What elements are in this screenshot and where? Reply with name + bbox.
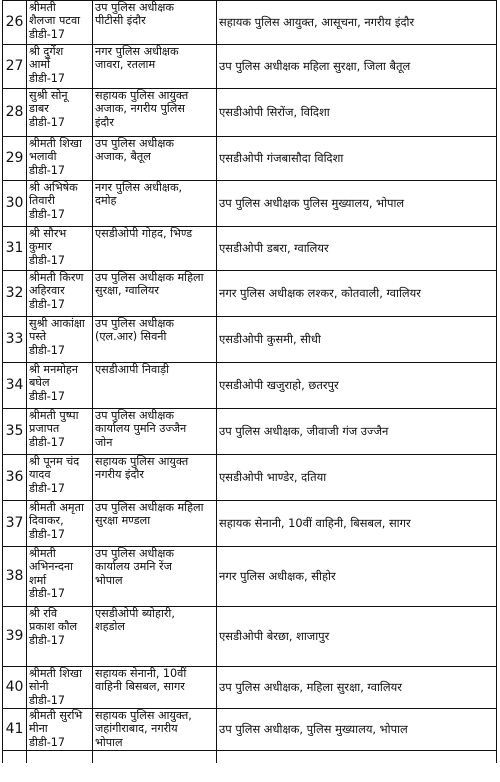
officer-name-line: श्रीमती शिखा	[29, 137, 82, 150]
officer-name-cell	[27, 667, 93, 709]
officer-name-line: सुश्री आकांक्षा	[29, 317, 85, 330]
serial-number-cell: 28	[3, 89, 27, 137]
officer-name-cell	[27, 317, 93, 363]
table-row	[3, 45, 497, 89]
current-posting-line: जहांगीराबाद, नगरीय	[95, 722, 178, 736]
officer-name-cell	[27, 363, 93, 409]
officer-name-line: डीडी-17	[29, 481, 66, 495]
current-posting-line: नगर पुलिस अधीक्षक	[95, 45, 179, 58]
current-posting-cell	[93, 547, 217, 607]
table-row	[3, 501, 497, 547]
transfer-table-body	[3, 1, 497, 763]
current-posting-line: कार्यालय उमनि रेंज	[95, 560, 172, 574]
current-posting-line: एसडीओपी गोहद, भिण्ड	[95, 227, 193, 240]
current-posting-line: दमोह	[95, 194, 117, 208]
current-posting-line: जोन	[95, 435, 113, 449]
current-posting-line: उप पुलिस अधीक्षक	[95, 137, 174, 150]
current-posting-line: सुरक्षा, ग्वालियर	[95, 284, 159, 298]
officer-name-line: तिवारी	[29, 194, 55, 208]
current-posting-cell	[93, 363, 217, 409]
officer-name-line: मीना	[29, 722, 48, 736]
new-posting-cell: उप पुलिस अधीक्षक, पुलिस मुख्यालय, भोपाल	[217, 709, 497, 751]
officer-name-line: डीडी-17	[29, 253, 66, 267]
officer-name-line: कुमार	[29, 240, 52, 254]
current-posting-line: सहायक पुलिस आयुक्त	[95, 455, 189, 468]
officer-name-cell	[27, 89, 93, 137]
new-posting-cell: एसडीओपी सिरोंज, विदिशा	[217, 89, 497, 137]
officer-name-line: सुश्री सोनू	[29, 89, 68, 102]
officer-name-line: अभिनन्दना	[29, 560, 74, 574]
current-posting-cell	[93, 181, 217, 227]
current-posting-line: शहडोल	[95, 620, 126, 634]
current-posting-line: वाहिनी बिसबल, सागर	[95, 680, 185, 694]
serial-number-cell: 37	[3, 501, 27, 547]
officer-name-line: डीडी-17	[29, 71, 66, 85]
officer-name-line: डीडी-17	[29, 389, 66, 403]
officer-name-line: डीडी-17	[29, 343, 66, 357]
officer-name-line: भलावी	[29, 150, 57, 164]
officer-name-line: श्री मनमोहन	[29, 363, 79, 376]
serial-number-cell: 26	[3, 1, 27, 45]
table-row	[3, 317, 497, 363]
new-posting-cell: एसडीओपी खजुराहो, छतरपुर	[217, 363, 497, 409]
officer-name-line: सोनी	[29, 680, 49, 694]
officer-name-cell	[27, 709, 93, 751]
serial-number-cell: 39	[3, 607, 27, 667]
new-posting-cell: उप पुलिस अधीक्षक महिला सुरक्षा, जिला बैतूल	[217, 45, 497, 89]
serial-number-cell: 38	[3, 547, 27, 607]
current-posting-line: नगर पुलिस अधीक्षक,	[95, 181, 183, 194]
table-row	[3, 409, 497, 455]
serial-number-cell: 33	[3, 317, 27, 363]
current-posting-line: उप पुलिस अधीक्षक	[95, 409, 174, 422]
officer-name-line: प्रकाश कौल	[29, 620, 78, 634]
current-posting-line: इंदौर	[95, 115, 114, 129]
current-posting-line: उप पुलिस अधीक्षक	[95, 547, 174, 560]
officer-name-cell	[27, 501, 93, 547]
current-posting-cell	[93, 89, 217, 137]
officer-name-line: प्रजापत	[29, 422, 60, 436]
serial-number-cell: 36	[3, 455, 27, 501]
officer-name-line: श्री पूनम चंद	[29, 455, 80, 468]
table-row	[3, 181, 497, 227]
officer-name-line: डीडी-17	[29, 693, 66, 707]
table-row	[3, 455, 497, 501]
table-row	[3, 363, 497, 409]
table-row	[3, 607, 497, 667]
cut-off-cell	[3, 751, 27, 763]
current-posting-cell	[93, 137, 217, 181]
officer-name-line: श्रीमती अमृता	[29, 501, 84, 514]
current-posting-line: उप पुलिस अधीक्षक	[95, 317, 174, 330]
officer-name-line: श्रीमती	[29, 547, 56, 560]
serial-number-cell: 34	[3, 363, 27, 409]
officer-name-line: बघेल	[29, 376, 50, 390]
serial-number-cell: 35	[3, 409, 27, 455]
new-posting-cell: उप पुलिस अधीक्षक पुलिस मुख्यालय, भोपाल	[217, 181, 497, 227]
current-posting-cell	[93, 501, 217, 547]
cut-off-cell	[217, 751, 497, 763]
current-posting-line: सुरक्षा मण्डला	[95, 514, 151, 528]
current-posting-cell	[93, 607, 217, 667]
table-row	[3, 1, 497, 45]
officer-name-cell	[27, 227, 93, 271]
table-row	[3, 547, 497, 607]
current-posting-cell	[93, 455, 217, 501]
current-posting-line: एसडीओपी ब्योहारी,	[95, 607, 175, 620]
current-posting-line: उप पुलिस अधीक्षक	[95, 1, 174, 14]
officer-name-line: श्री रवि	[29, 607, 58, 620]
officer-name-cell	[27, 271, 93, 317]
officer-name-line: श्रीमती पुष्पा	[29, 409, 79, 422]
officer-name-cell	[27, 1, 93, 45]
current-posting-cell	[93, 667, 217, 709]
serial-number-cell: 27	[3, 45, 27, 89]
new-posting-cell: नगर पुलिस अधीक्षक, सीहोर	[217, 547, 497, 607]
officer-name-line: श्रीमती सुरभि	[29, 709, 83, 722]
officer-name-cell	[27, 547, 93, 607]
current-posting-cell	[93, 409, 217, 455]
table-row	[3, 709, 497, 751]
current-posting-cell	[93, 317, 217, 363]
current-posting-line: (एल.आर) सिवनी	[95, 330, 167, 344]
officer-name-cell	[27, 45, 93, 89]
officer-name-line: डीडी-17	[29, 163, 66, 177]
new-posting-cell: एसडीओपी भाण्डेर, दतिया	[217, 455, 497, 501]
officer-name-line: दिवाकर,	[29, 514, 64, 528]
current-posting-line: नगरीय इंदौर	[95, 468, 144, 482]
current-posting-line: उप पुलिस अधीक्षक महिला	[95, 271, 204, 284]
current-posting-line: पीटीसी इंदौर	[95, 14, 146, 28]
table-row	[3, 667, 497, 709]
current-posting-cell	[93, 45, 217, 89]
table-row	[3, 137, 497, 181]
officer-name-line: डीडी-17	[29, 297, 66, 311]
officer-name-line: डीडी-17	[29, 527, 66, 541]
current-posting-line: एसडीआपी निवाड़ी	[95, 363, 169, 376]
officer-name-line: श्रीमती किरण	[29, 271, 84, 284]
cut-off-cell	[93, 751, 217, 763]
new-posting-cell: उप पुलिस अधीक्षक, जीवाजी गंज उज्जैन	[217, 409, 497, 455]
current-posting-line: भोपाल	[95, 735, 123, 749]
current-posting-line: अजाक, बैतूल	[95, 150, 151, 164]
current-posting-cell	[93, 709, 217, 751]
current-posting-line: कार्यालय पुमनि उज्जैन	[95, 422, 187, 436]
current-posting-line: सहायक सेनानी, 10वीं	[95, 667, 187, 680]
current-posting-line: सहायक पुलिस आयुक्त	[95, 89, 189, 102]
officer-name-cell	[27, 409, 93, 455]
current-posting-line: उप पुलिस अधीक्षक महिला	[95, 501, 204, 514]
current-posting-cell	[93, 1, 217, 45]
serial-number-cell: 40	[3, 667, 27, 709]
cut-off-row	[3, 751, 497, 763]
officer-name-line: डीडी-17	[29, 735, 66, 749]
current-posting-line: भोपाल	[95, 573, 123, 587]
serial-number-cell: 30	[3, 181, 27, 227]
current-posting-line: अजाक, नगरीय पुलिस	[95, 102, 185, 116]
serial-number-cell: 32	[3, 271, 27, 317]
current-posting-line: जावरा, रतलाम	[95, 58, 156, 72]
new-posting-cell: एसडीओपी बेरछा, शाजापुर	[217, 607, 497, 667]
current-posting-line: सहायक पुलिस आयुक्त,	[95, 709, 192, 722]
officer-name-line: डाबर	[29, 102, 49, 116]
serial-number-cell: 29	[3, 137, 27, 181]
officer-name-cell	[27, 181, 93, 227]
officer-name-line: अहिरवार	[29, 284, 65, 298]
officer-name-line: डीडी-17	[29, 27, 66, 41]
officer-name-line: श्री सौरभ	[29, 227, 67, 240]
current-posting-cell	[93, 227, 217, 271]
officer-name-line: डीडी-17	[29, 587, 66, 601]
cut-off-cell	[27, 751, 93, 763]
officer-name-line: डीडी-17	[29, 435, 66, 449]
new-posting-cell: उप पुलिस अधीक्षक, महिला सुरक्षा, ग्वालियर	[217, 667, 497, 709]
table-row	[3, 227, 497, 271]
officer-name-line: डीडी-17	[29, 115, 66, 129]
serial-number-cell: 41	[3, 709, 27, 751]
officer-name-cell	[27, 607, 93, 667]
new-posting-cell: एसडीओपी कुसमी, सीधी	[217, 317, 497, 363]
new-posting-cell: एसडीओपी गंजबासौदा विदिशा	[217, 137, 497, 181]
officer-name-line: श्रीमती	[29, 1, 56, 14]
officer-name-line: श्रीमती शिखा	[29, 667, 82, 680]
current-posting-cell	[93, 271, 217, 317]
officer-name-line: डीडी-17	[29, 633, 66, 647]
serial-number-cell: 31	[3, 227, 27, 271]
officer-name-line: पस्ते	[29, 330, 47, 344]
officer-name-cell	[27, 137, 93, 181]
new-posting-cell: नगर पुलिस अधीक्षक लश्कर, कोतवाली, ग्वालियर	[217, 271, 497, 317]
transfer-table	[2, 0, 497, 763]
table-row	[3, 89, 497, 137]
new-posting-cell: एसडीओपी डबरा, ग्वालियर	[217, 227, 497, 271]
officer-name-line: यादव	[29, 468, 51, 482]
officer-name-line: आर्मो	[29, 58, 51, 72]
officer-name-line: श्री अभिषेक	[29, 181, 78, 194]
officer-name-line: शर्मा	[29, 573, 47, 587]
table-row	[3, 271, 497, 317]
officer-name-line: श्री दुर्गेश	[29, 45, 64, 58]
officer-name-line: डीडी-17	[29, 207, 66, 221]
new-posting-cell: सहायक पुलिस आयुक्त, आसूचना, नगरीय इंदौर	[217, 1, 497, 45]
new-posting-cell: सहायक सेनानी, 10वीं वाहिनी, बिसबल, सागर	[217, 501, 497, 547]
officer-name-cell	[27, 455, 93, 501]
officer-name-line: शैलजा पटवा	[29, 14, 81, 28]
